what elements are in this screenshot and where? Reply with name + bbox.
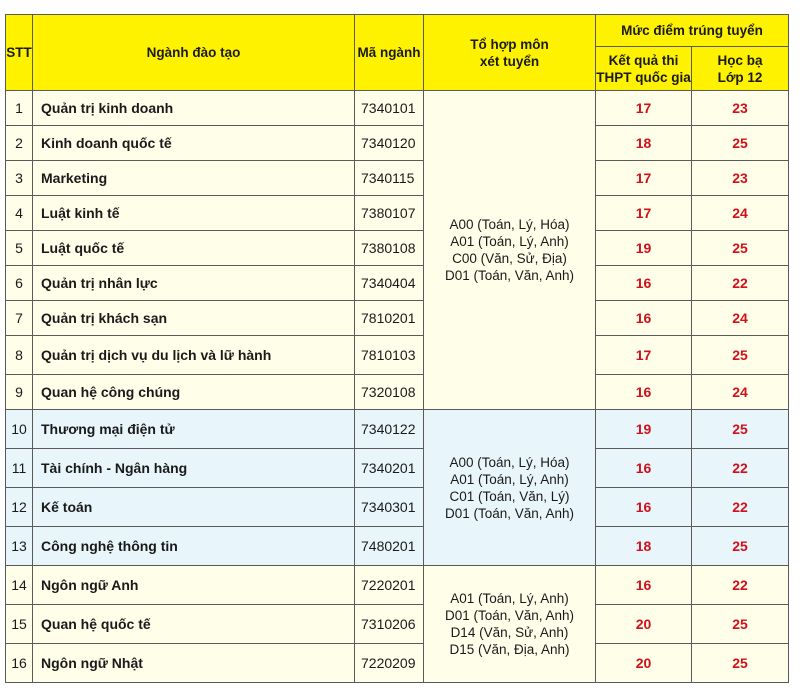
subject-combo: C00 (Văn, Sử, Địa) <box>452 251 567 266</box>
row-stt: 12 <box>6 488 33 527</box>
table-row <box>6 161 789 196</box>
row-score-thpt: 17 <box>596 196 692 231</box>
row-score-thpt: 20 <box>596 644 692 683</box>
row-major-code: 7480201 <box>355 527 424 566</box>
row-major-name: Tài chính - Ngân hàng <box>33 449 355 488</box>
header-combo-line2: xét tuyển <box>479 53 540 69</box>
header-code: Mã ngành <box>355 15 424 91</box>
row-stt: 5 <box>6 231 33 266</box>
row-major-code: 7340404 <box>355 266 424 301</box>
row-score-hocba: 25 <box>692 231 789 266</box>
table-row <box>6 91 789 126</box>
row-major-code: 7380108 <box>355 231 424 266</box>
table-row <box>6 231 789 266</box>
subject-combo: A00 (Toán, Lý, Hóa) <box>449 454 570 470</box>
row-score-thpt: 17 <box>596 161 692 196</box>
row-major-name: Quản trị nhân lực <box>33 266 355 301</box>
table-row <box>6 449 789 488</box>
row-major-code: 7340115 <box>355 161 424 196</box>
header-major: Ngành đào tạo <box>33 15 355 91</box>
row-stt: 11 <box>6 449 33 488</box>
row-major-name: Ngôn ngữ Nhật <box>33 644 355 683</box>
row-major-name: Luật quốc tế <box>33 231 355 266</box>
row-major-name: Quản trị dịch vụ du lịch và lữ hành <box>33 336 355 375</box>
row-score-hocba: 25 <box>692 605 789 644</box>
table-row <box>6 196 789 231</box>
header-thpt-line2: THPT quốc gia <box>596 69 691 85</box>
subject-combo: D14 (Văn, Sử, Anh) <box>450 625 569 640</box>
row-major-name: Ngôn ngữ Anh <box>33 566 355 605</box>
subject-combo: D15 (Văn, Địa, Anh) <box>449 642 570 657</box>
table-row <box>6 566 789 605</box>
row-score-thpt: 19 <box>596 410 692 449</box>
row-score-thpt: 16 <box>596 375 692 410</box>
row-major-code: 7220201 <box>355 566 424 605</box>
row-major-code: 7220209 <box>355 644 424 683</box>
table-body <box>6 91 789 683</box>
row-score-thpt: 16 <box>596 566 692 605</box>
row-score-thpt: 18 <box>596 126 692 161</box>
subject-combo: A01 (Toán, Lý, Anh) <box>450 591 569 606</box>
row-score-hocba: 24 <box>692 196 789 231</box>
row-stt: 2 <box>6 126 33 161</box>
table-row <box>6 336 789 375</box>
subject-combo: A00 (Toán, Lý, Hóa) <box>449 217 570 232</box>
row-major-name: Quản trị khách sạn <box>33 301 355 336</box>
row-stt: 10 <box>6 410 33 449</box>
header-score-group: Mức điểm trúng tuyển <box>596 15 789 47</box>
row-score-thpt: 16 <box>596 301 692 336</box>
row-major-code: 7340120 <box>355 126 424 161</box>
header-hocba-line2: Lớp 12 <box>717 69 763 85</box>
row-score-hocba: 25 <box>692 126 789 161</box>
row-score-hocba: 22 <box>692 566 789 605</box>
table-row <box>6 126 789 161</box>
row-major-name: Thương mại điện tử <box>33 410 355 449</box>
row-stt: 14 <box>6 566 33 605</box>
header-hocba-line1: Học bạ <box>717 52 763 68</box>
subject-combo: D01 (Toán, Văn, Anh) <box>444 505 575 521</box>
row-score-hocba: 25 <box>692 527 789 566</box>
subject-combo: D01 (Toán, Văn, Anh) <box>444 608 575 623</box>
table-row <box>6 605 789 644</box>
row-score-thpt: 16 <box>596 449 692 488</box>
row-major-name: Luật kinh tế <box>33 196 355 231</box>
subject-combos-cell <box>424 410 596 566</box>
row-score-hocba: 23 <box>692 161 789 196</box>
subject-combos-cell <box>424 91 596 410</box>
row-score-hocba: 22 <box>692 266 789 301</box>
table-row <box>6 488 789 527</box>
row-major-name: Quan hệ quốc tế <box>33 605 355 644</box>
row-stt: 7 <box>6 301 33 336</box>
row-major-code: 7810201 <box>355 301 424 336</box>
admission-scores-table <box>5 14 789 683</box>
row-major-code: 7340101 <box>355 91 424 126</box>
row-major-name: Kinh doanh quốc tế <box>33 126 355 161</box>
subject-combo: D01 (Toán, Văn, Anh) <box>444 268 575 283</box>
row-score-hocba: 25 <box>692 410 789 449</box>
row-major-code: 7340122 <box>355 410 424 449</box>
subject-combos-cell <box>424 566 596 683</box>
row-major-code: 7340301 <box>355 488 424 527</box>
header-hocba <box>692 47 789 91</box>
row-score-thpt: 16 <box>596 266 692 301</box>
row-major-code: 7340201 <box>355 449 424 488</box>
row-major-name: Marketing <box>33 161 355 196</box>
row-score-hocba: 25 <box>692 336 789 375</box>
row-score-thpt: 16 <box>596 488 692 527</box>
row-score-thpt: 18 <box>596 527 692 566</box>
row-major-code: 7810103 <box>355 336 424 375</box>
table-row <box>6 301 789 336</box>
row-major-name: Quan hệ công chúng <box>33 375 355 410</box>
header-stt: STT <box>6 15 33 91</box>
row-score-hocba: 23 <box>692 91 789 126</box>
subject-combo: C01 (Toán, Văn, Lý) <box>449 488 570 504</box>
header-thpt-line1: Kết quả thi <box>608 52 679 68</box>
row-stt: 15 <box>6 605 33 644</box>
subject-combo: A01 (Toán, Lý, Anh) <box>450 471 569 487</box>
row-score-thpt: 19 <box>596 231 692 266</box>
row-score-hocba: 24 <box>692 301 789 336</box>
row-stt: 6 <box>6 266 33 301</box>
row-major-name: Công nghệ thông tin <box>33 527 355 566</box>
row-stt: 3 <box>6 161 33 196</box>
row-score-thpt: 17 <box>596 336 692 375</box>
row-major-name: Kế toán <box>33 488 355 527</box>
table-row <box>6 644 789 683</box>
row-stt: 13 <box>6 527 33 566</box>
table-row <box>6 527 789 566</box>
header-combo <box>424 15 596 91</box>
row-score-thpt: 17 <box>596 91 692 126</box>
table-row <box>6 375 789 410</box>
table-row <box>6 266 789 301</box>
row-score-hocba: 25 <box>692 644 789 683</box>
row-score-hocba: 22 <box>692 449 789 488</box>
subject-combo: A01 (Toán, Lý, Anh) <box>450 234 569 249</box>
row-major-code: 7380107 <box>355 196 424 231</box>
row-major-name: Quản trị kinh doanh <box>33 91 355 126</box>
table-row <box>6 410 789 449</box>
row-score-hocba: 24 <box>692 375 789 410</box>
row-major-code: 7320108 <box>355 375 424 410</box>
row-stt: 8 <box>6 336 33 375</box>
row-stt: 1 <box>6 91 33 126</box>
row-stt: 9 <box>6 375 33 410</box>
header-thpt <box>596 47 692 91</box>
table-header <box>6 15 789 91</box>
row-score-hocba: 22 <box>692 488 789 527</box>
row-score-thpt: 20 <box>596 605 692 644</box>
row-stt: 4 <box>6 196 33 231</box>
row-major-code: 7310206 <box>355 605 424 644</box>
row-stt: 16 <box>6 644 33 683</box>
header-combo-line1: Tổ hợp môn <box>470 36 549 52</box>
